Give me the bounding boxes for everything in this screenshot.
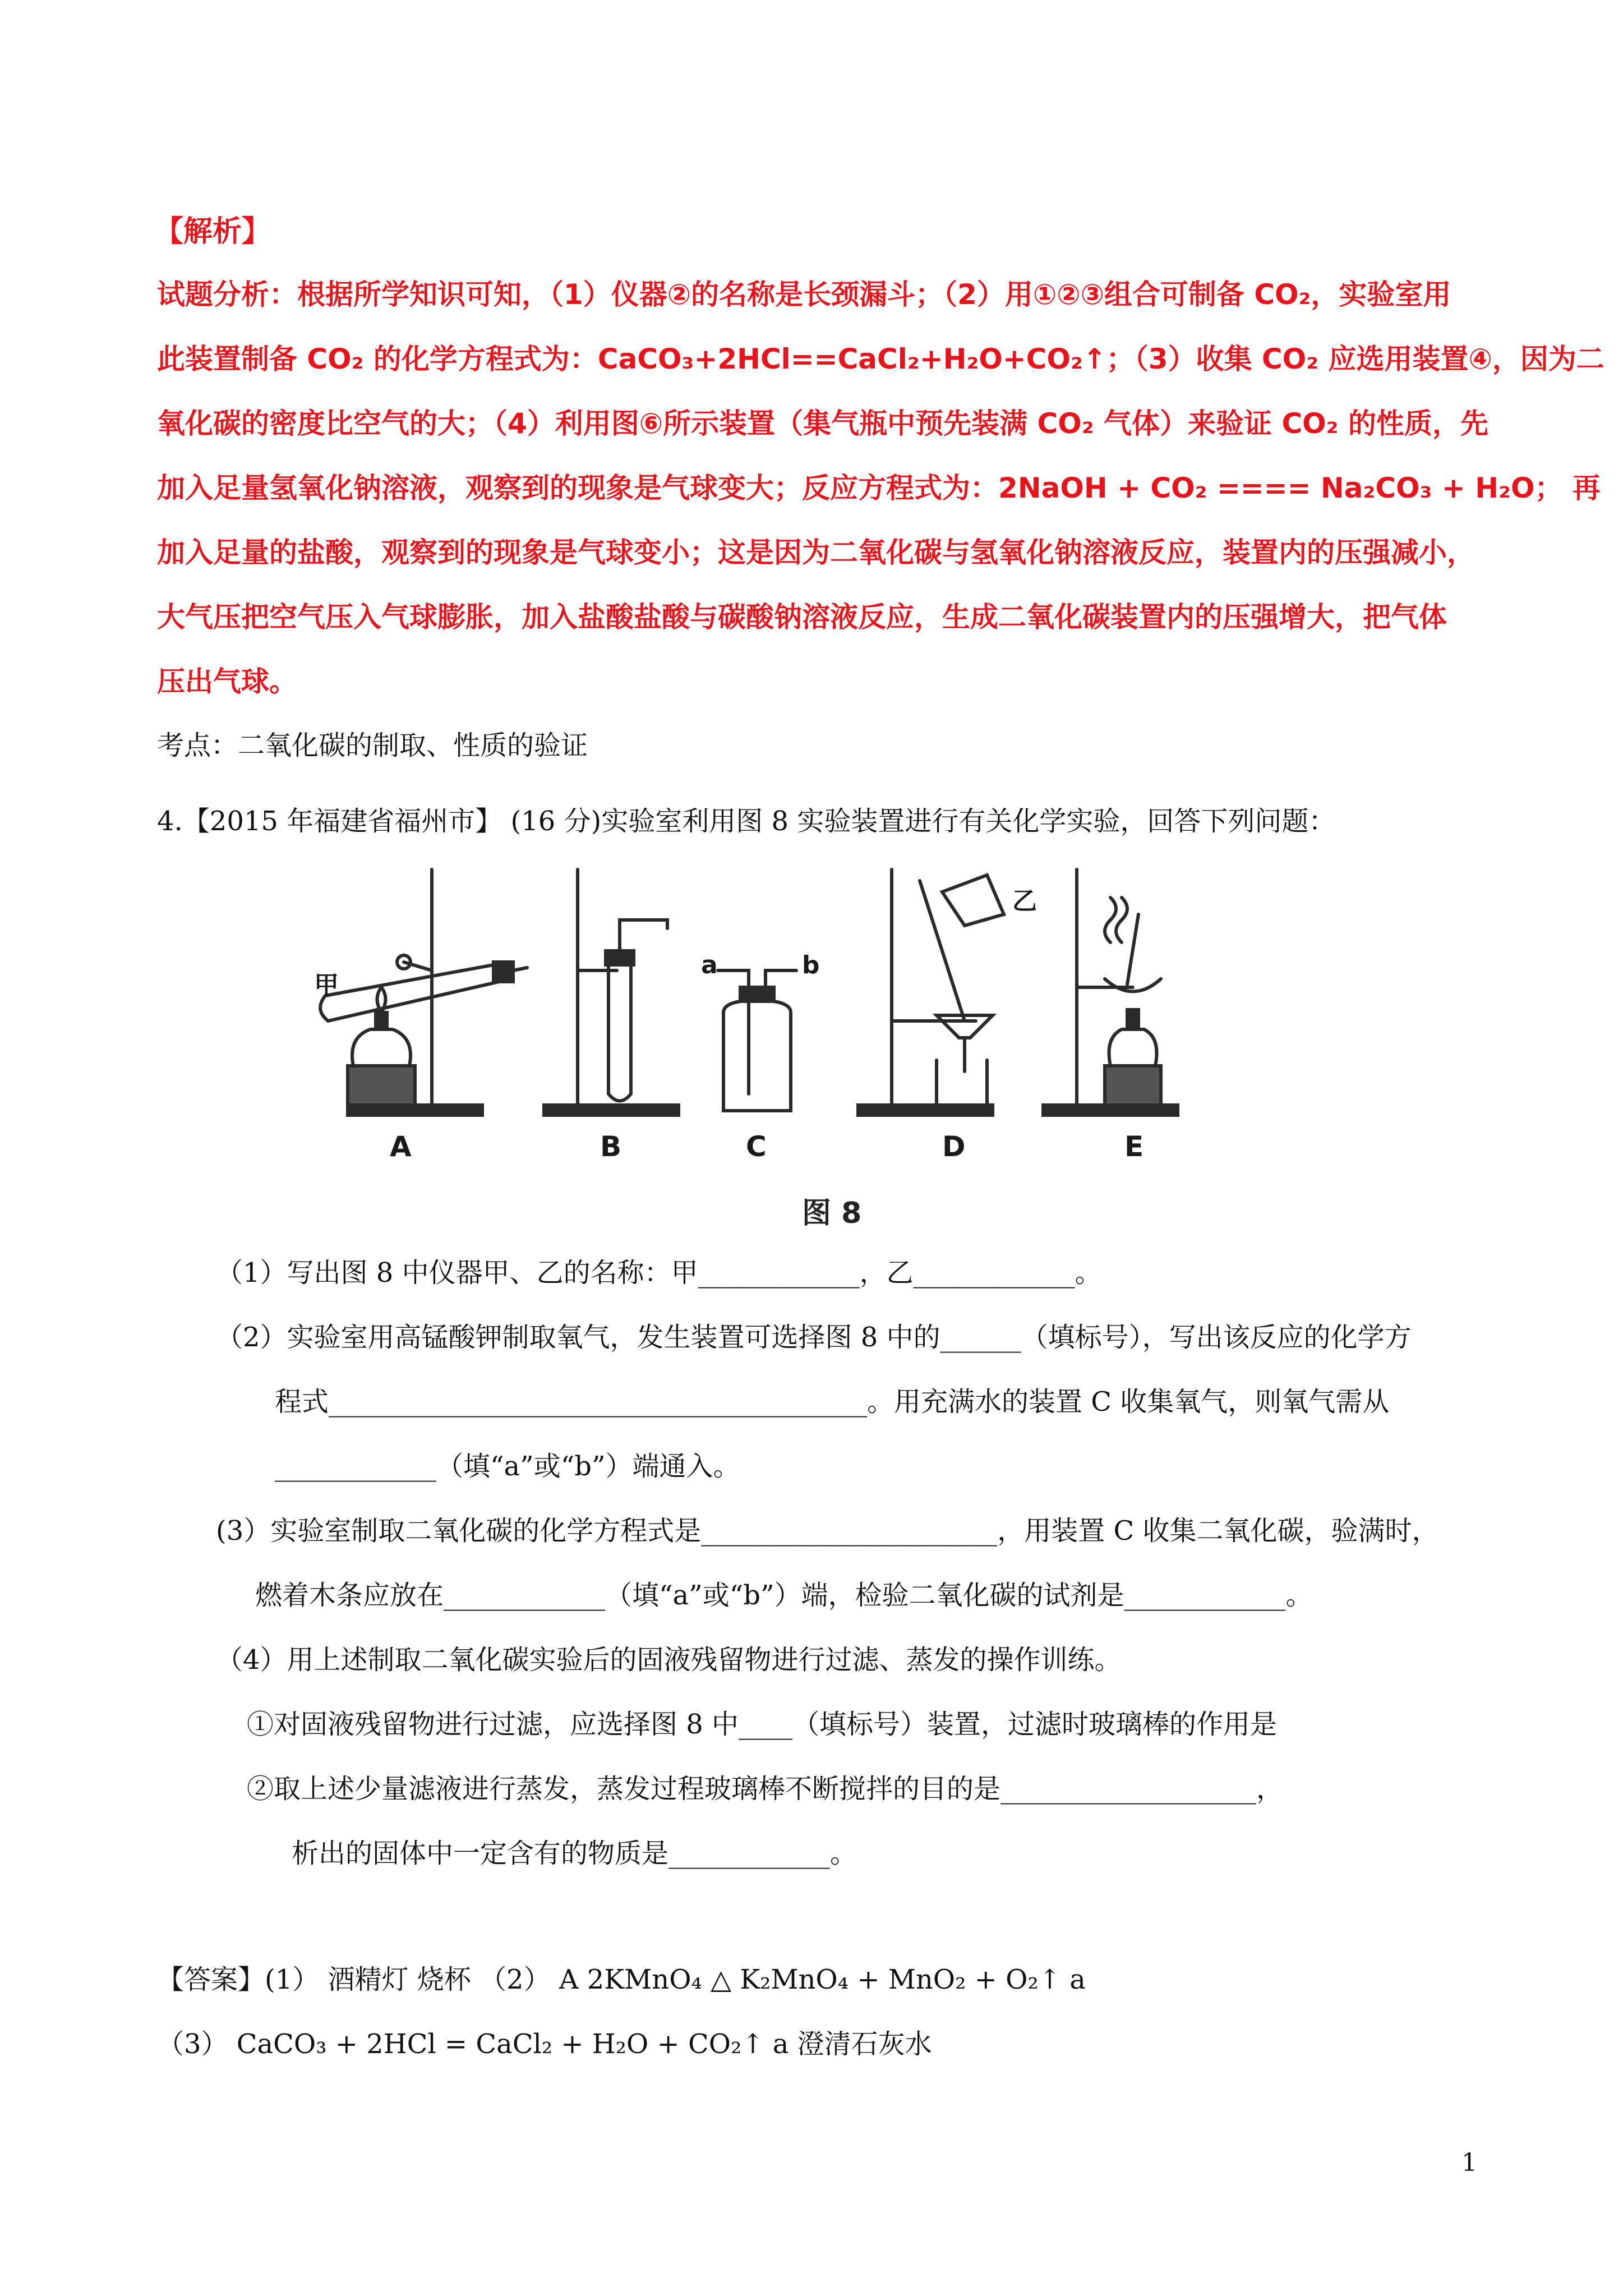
apparatus-label-b: B bbox=[600, 1130, 622, 1163]
apparatus-c bbox=[718, 970, 796, 1111]
analysis-line-7: 压出气球。 bbox=[157, 665, 297, 698]
apparatus-b bbox=[544, 869, 679, 1115]
port-label-b: b bbox=[802, 951, 820, 979]
analysis-line-1: 试题分析：根据所学知识可知，（1）仪器②的名称是长颈漏斗；（2）用①②③组合可制备 CO₂，实验室用 bbox=[157, 278, 1451, 311]
question-item-4-2: ②取上述少量滤液进行蒸发，蒸发过程玻璃棒不断搅拌的目的是___________________， bbox=[247, 1773, 1284, 1805]
question-item-1: （1）写出图 8 中仪器甲、乙的名称：甲____________，乙____________。 bbox=[216, 1257, 1102, 1289]
apparatus-label-e: E bbox=[1124, 1130, 1144, 1163]
analysis-line-6: 大气压把空气压入气球膨胀，加入盐酸盐酸与碳酸钠溶液反应，生成二氧化碳装置内的压强增大，把气体 bbox=[157, 601, 1447, 633]
question-item-3-cont: 燃着木条应放在____________（填“a”或“b”）端，检验二氧化碳的试剂是____________。 bbox=[255, 1580, 1313, 1611]
apparatus-label-d: D bbox=[942, 1130, 966, 1163]
question-item-4: （4）用上述制取二氧化碳实验后的固液残留物进行过滤、蒸发的操作训练。 bbox=[216, 1644, 1122, 1676]
apparatus-label-c: C bbox=[746, 1130, 767, 1163]
question-item-3: (3）实验室制取二氧化碳的化学方程式是______________________，用装置 C 收集二氧化碳，验满时， bbox=[216, 1515, 1439, 1547]
figure-caption: 图 8 bbox=[802, 1197, 862, 1230]
analysis-line-2: 此装置制备 CO₂ 的化学方程式为：CaCO₃+2HCl==CaCl₂+H₂O+CO₂↑；（3）收集 CO₂ 应选用装置④，因为二 bbox=[157, 343, 1604, 375]
figure-8 bbox=[314, 858, 1357, 1184]
question-item-4-2-cont: 析出的固体中一定含有的物质是____________。 bbox=[292, 1838, 857, 1869]
answer-line-1: 【答案】(1） 酒精灯 烧杯 （2） A 2KMnO₄ △ K₂MnO₄ + MnO₂ + O₂↑ a bbox=[157, 1964, 1086, 1995]
apparatus-a bbox=[320, 869, 527, 1115]
apparatus-d bbox=[858, 869, 1004, 1115]
analysis-line-5: 加入足量的盐酸，观察到的现象是气球变小；这是因为二氧化碳与氢氧化钠溶液反应，装置内的压强减小， bbox=[157, 536, 1475, 569]
apparatus-e bbox=[1043, 869, 1178, 1115]
question-item-2: （2）实验室用高锰酸钾制取氧气，发生装置可选择图 8 中的______（填标号），写出该反应的化学方 bbox=[216, 1322, 1412, 1353]
analysis-header: 【解析】 bbox=[154, 215, 271, 249]
question-item-2-cont: 程式________________________________________。用充满水的装置 C 收集氧气，则氧气需从 bbox=[275, 1386, 1390, 1418]
kaodian-line: 考点：二氧化碳的制取、性质的验证 bbox=[157, 730, 588, 761]
analysis-line-3: 氧化碳的密度比空气的大；（4）利用图⑥所示装置（集气瓶中预先装满 CO₂ 气体）来验证 CO₂ 的性质，先 bbox=[157, 407, 1488, 440]
apparatus-label-a: A bbox=[390, 1130, 412, 1163]
question-title: 4.【2015 年福建省福州市】 (16 分)实验室利用图 8 实验装置进行有关化学实验，回答下列问题： bbox=[157, 806, 1336, 837]
question-item-2-cont2: ____________（填“a”或“b”）端通入。 bbox=[275, 1451, 740, 1482]
question-item-4-1: ①对固液残留物进行过滤，应选择图 8 中____（填标号）装置，过滤时玻璃棒的作用是 bbox=[247, 1709, 1278, 1740]
page-number: 1 bbox=[1461, 2148, 1477, 2177]
label-yi: 乙 bbox=[1012, 887, 1037, 915]
label-jia: 甲 bbox=[314, 971, 339, 1000]
port-label-a: a bbox=[701, 951, 718, 979]
answer-line-2: （3） CaCO₃ + 2HCl = CaCl₂ + H₂O + CO₂↑ a 澄清石灰水 bbox=[157, 2028, 932, 2060]
analysis-line-4: 加入足量氢氧化钠溶液，观察到的现象是气球变大；反应方程式为：2NaOH + CO₂ ==== Na₂CO₃ + H₂O； 再 bbox=[157, 472, 1601, 504]
apparatus-drawing bbox=[314, 858, 1357, 1184]
